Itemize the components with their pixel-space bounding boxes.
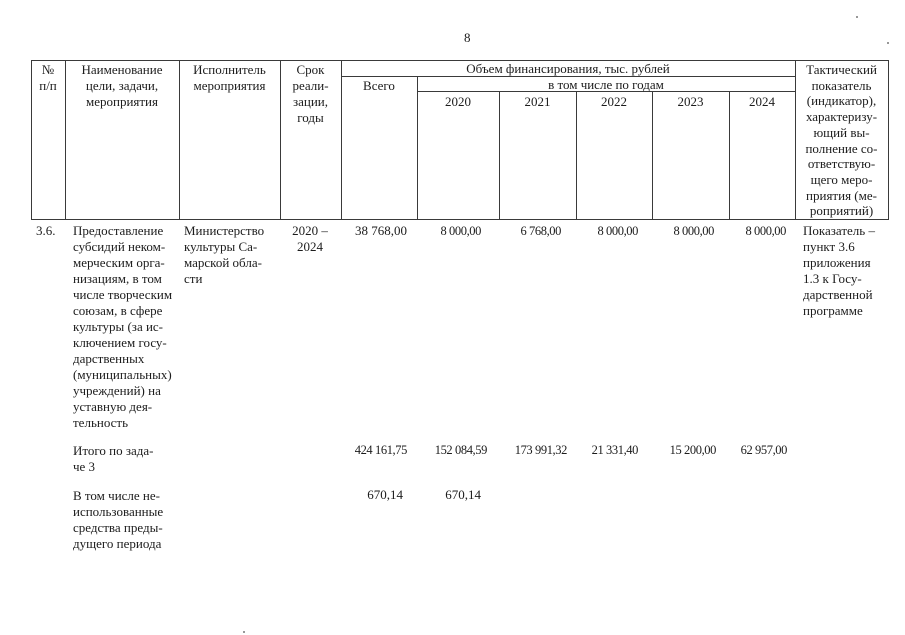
row-total-value-2020: 152 084,59 <box>434 443 487 457</box>
header-col-funding: Объем финансирования, тыс. рублей <box>466 61 670 76</box>
row-36-value-2024: 8 000,00 <box>745 224 786 238</box>
header-col-num: № п/п <box>39 62 57 93</box>
header-year-2020: 2020 <box>445 94 471 109</box>
row-total-value-2023: 15 200,00 <box>669 443 716 457</box>
row-unused-name: В том числе не- использованные средства преды- дущего периода <box>73 488 164 551</box>
header-col-total: Всего <box>363 78 395 93</box>
header-year-2022: 2022 <box>601 94 627 109</box>
row-unused-total: 670,14 <box>367 487 403 502</box>
header-col-executor: Исполнитель мероприятия <box>193 62 266 93</box>
row-36-term: 2020 – 2024 <box>292 223 328 254</box>
row-36-num: 3.6. <box>36 223 56 238</box>
header-col-indicator: Тактический показатель (индикатор), характеризу- ющий вы- полнение со- ответствую- щего меро- приятия (ме- роприятий) <box>805 62 878 219</box>
row-total-value-2021: 173 991,32 <box>514 443 567 457</box>
row-total-name: Итого по зада- че 3 <box>73 443 154 474</box>
row-total-total: 424 161,75 <box>354 443 407 457</box>
header-col-name: Наименование цели, задачи, мероприятия <box>81 62 163 109</box>
scan-speck <box>887 42 889 44</box>
row-unused-value-2020: 670,14 <box>445 487 481 502</box>
row-36-value-2021: 6 768,00 <box>520 224 561 238</box>
row-36-executor: Министерство культуры Са- марской обла- сти <box>184 223 265 286</box>
row-36-value-2023: 8 000,00 <box>673 224 714 238</box>
row-36-indicator: Показатель – пункт 3.6 приложения 1.3 к Госу- дарственной программе <box>803 223 875 318</box>
row-total-value-2024: 62 957,00 <box>740 443 787 457</box>
page-number: 8 <box>464 30 471 45</box>
header-col-by-years: в том числе по годам <box>548 77 664 92</box>
row-36-value-2022: 8 000,00 <box>597 224 638 238</box>
row-36-total: 38 768,00 <box>355 223 407 238</box>
scan-speck <box>243 631 245 633</box>
header-col-term: Срок реали- зации, годы <box>292 62 329 125</box>
header-year-2024: 2024 <box>749 94 775 109</box>
row-36-name: Предоставление субсидий неком- мерческим орга- низациям, в том числе творческим союзам, в сфере культуры (за ис- ключением госу- дарственных (муниципальных) учреждений) на уставную дея- тельность <box>73 223 173 430</box>
scan-speck <box>856 16 858 18</box>
header-year-2021: 2021 <box>524 94 551 109</box>
row-36-value-2020: 8 000,00 <box>440 224 481 238</box>
row-total-value-2022: 21 331,40 <box>591 443 638 457</box>
header-year-2023: 2023 <box>677 94 704 109</box>
